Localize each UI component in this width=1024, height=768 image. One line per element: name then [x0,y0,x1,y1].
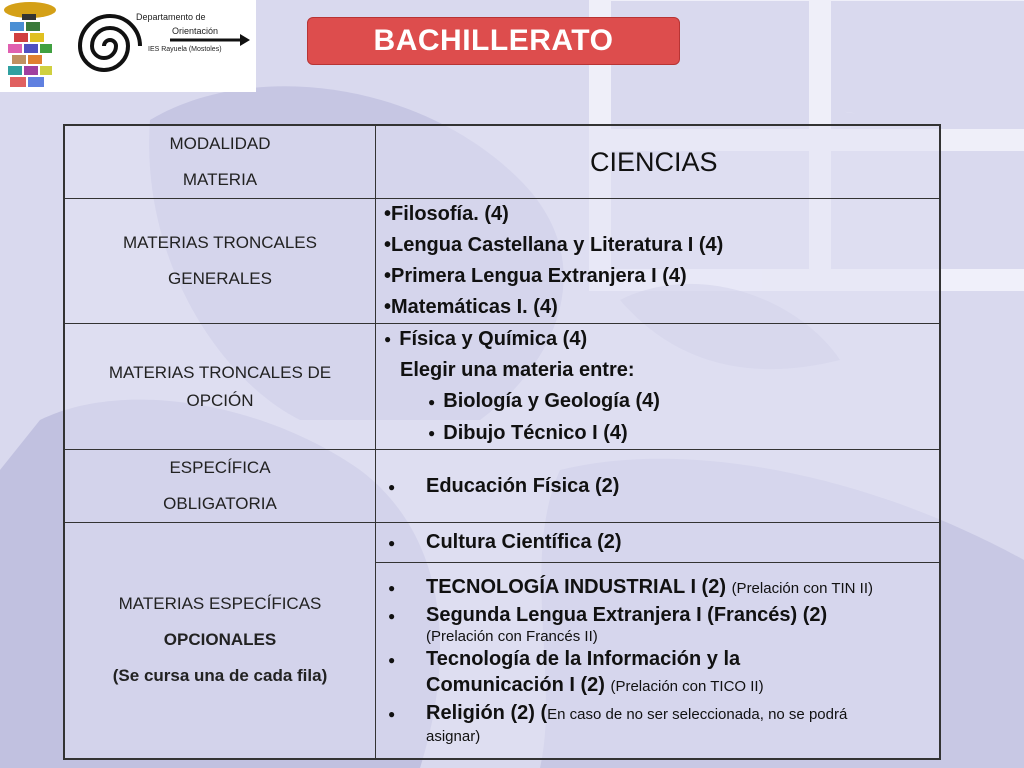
troncales-generales-line2: GENERALES [168,269,272,288]
list-item-text: Física y Química (4) [399,328,588,351]
list-item-text: Religión (2) ( [426,702,548,725]
header-left-cell [64,125,376,199]
list-item: •Lengua Castellana y Literatura I (4) [384,234,724,256]
list-item [376,700,939,746]
bullet-icon: ● [428,394,436,409]
troncales-opcion-line1: MATERIAS TRONCALES DE [108,362,332,382]
table-header-row [64,125,940,199]
troncales-opcion-label [64,324,376,450]
list-item-note: (Prelación con TIN II) [731,580,874,598]
subjects-table [63,124,941,760]
bullet-icon: ● [388,609,396,624]
opcionales-label [64,523,376,759]
bullet-icon: ● [388,479,396,494]
list-item [376,529,939,556]
list-item-text: Comunicación I (2) [426,674,605,697]
list-item-text: Biología y Geología (4) [443,390,660,413]
bullet-icon: ● [384,332,392,347]
header-materia: MATERIA [182,170,258,189]
choose-instruction: Elegir una materia entre: [400,359,635,382]
department-subname: Orientación [172,26,219,36]
list-item-text: TECNOLOGÍA INDUSTRIAL I (2) [426,576,726,599]
list-item: •Matemáticas I. (4) [384,296,558,318]
especifica-line2: OBLIGATORIA [163,494,277,513]
list-item [376,324,939,355]
table-row-troncales-generales [64,199,940,324]
modality-name: CIENCIAS [590,146,718,177]
department-name: Departamento de [136,12,206,22]
header-right-cell [376,125,941,199]
bullet-icon: ● [388,536,396,550]
list-item-note: asignar) [426,728,481,746]
list-item [376,602,939,646]
list-item [376,473,939,500]
troncales-generales-list [376,199,941,324]
table-row-opcionales [64,523,940,563]
list-item: •Filosofía. (4) [384,203,509,225]
especifica-line1: ESPECÍFICA [169,458,271,477]
bullet-icon: ● [388,581,396,596]
opcionales-row2 [376,563,941,759]
opcionales-row1 [376,523,941,563]
list-item [376,418,939,449]
list-item-text: Segunda Lengua Extranjera I (Francés) (2) [426,604,828,627]
list-item-text: Educación Física (2) [426,474,620,497]
list-item-text: Cultura Científica (2) [426,531,622,553]
bullet-icon: ● [428,425,436,440]
brick-tower-icon [0,0,62,92]
table-row-especifica [64,450,940,523]
school-name: IES Rayuela (Mostoles) [148,46,222,53]
table-row-troncales-opcion [64,324,940,450]
list-item [376,646,939,700]
troncales-generales-line1: MATERIAS TRONCALES [123,233,317,252]
list-item [376,574,939,602]
especifica-label [64,450,376,523]
department-logo [0,0,256,92]
list-item [376,386,939,417]
opcionales-line3: (Se cursa una de cada fila) [112,666,328,686]
list-item-text: Tecnología de la Información y la [426,648,741,671]
list-item-text: Dibujo Técnico I (4) [443,421,628,444]
bullet-icon: ● [388,707,396,722]
list-item-note: En caso de no ser seleccionada, no se podrá [547,706,848,724]
header-modalidad: MODALIDAD [169,134,271,153]
troncales-generales-label [64,199,376,324]
page-title: BACHILLERATO [307,17,680,65]
opcionales-line1: MATERIAS ESPECÍFICAS [118,594,322,614]
bullet-icon: ● [388,653,396,668]
especifica-list [376,450,941,523]
troncales-opcion-line2: OPCIÓN [186,390,254,410]
list-item-note: (Prelación con Francés II) [426,628,598,646]
troncales-opcion-list [376,324,941,450]
list-item-note: (Prelación con TICO II) [610,678,764,696]
list-item: •Primera Lengua Extranjera I (4) [384,265,687,287]
opcionales-line2: OPCIONALES [163,630,277,650]
